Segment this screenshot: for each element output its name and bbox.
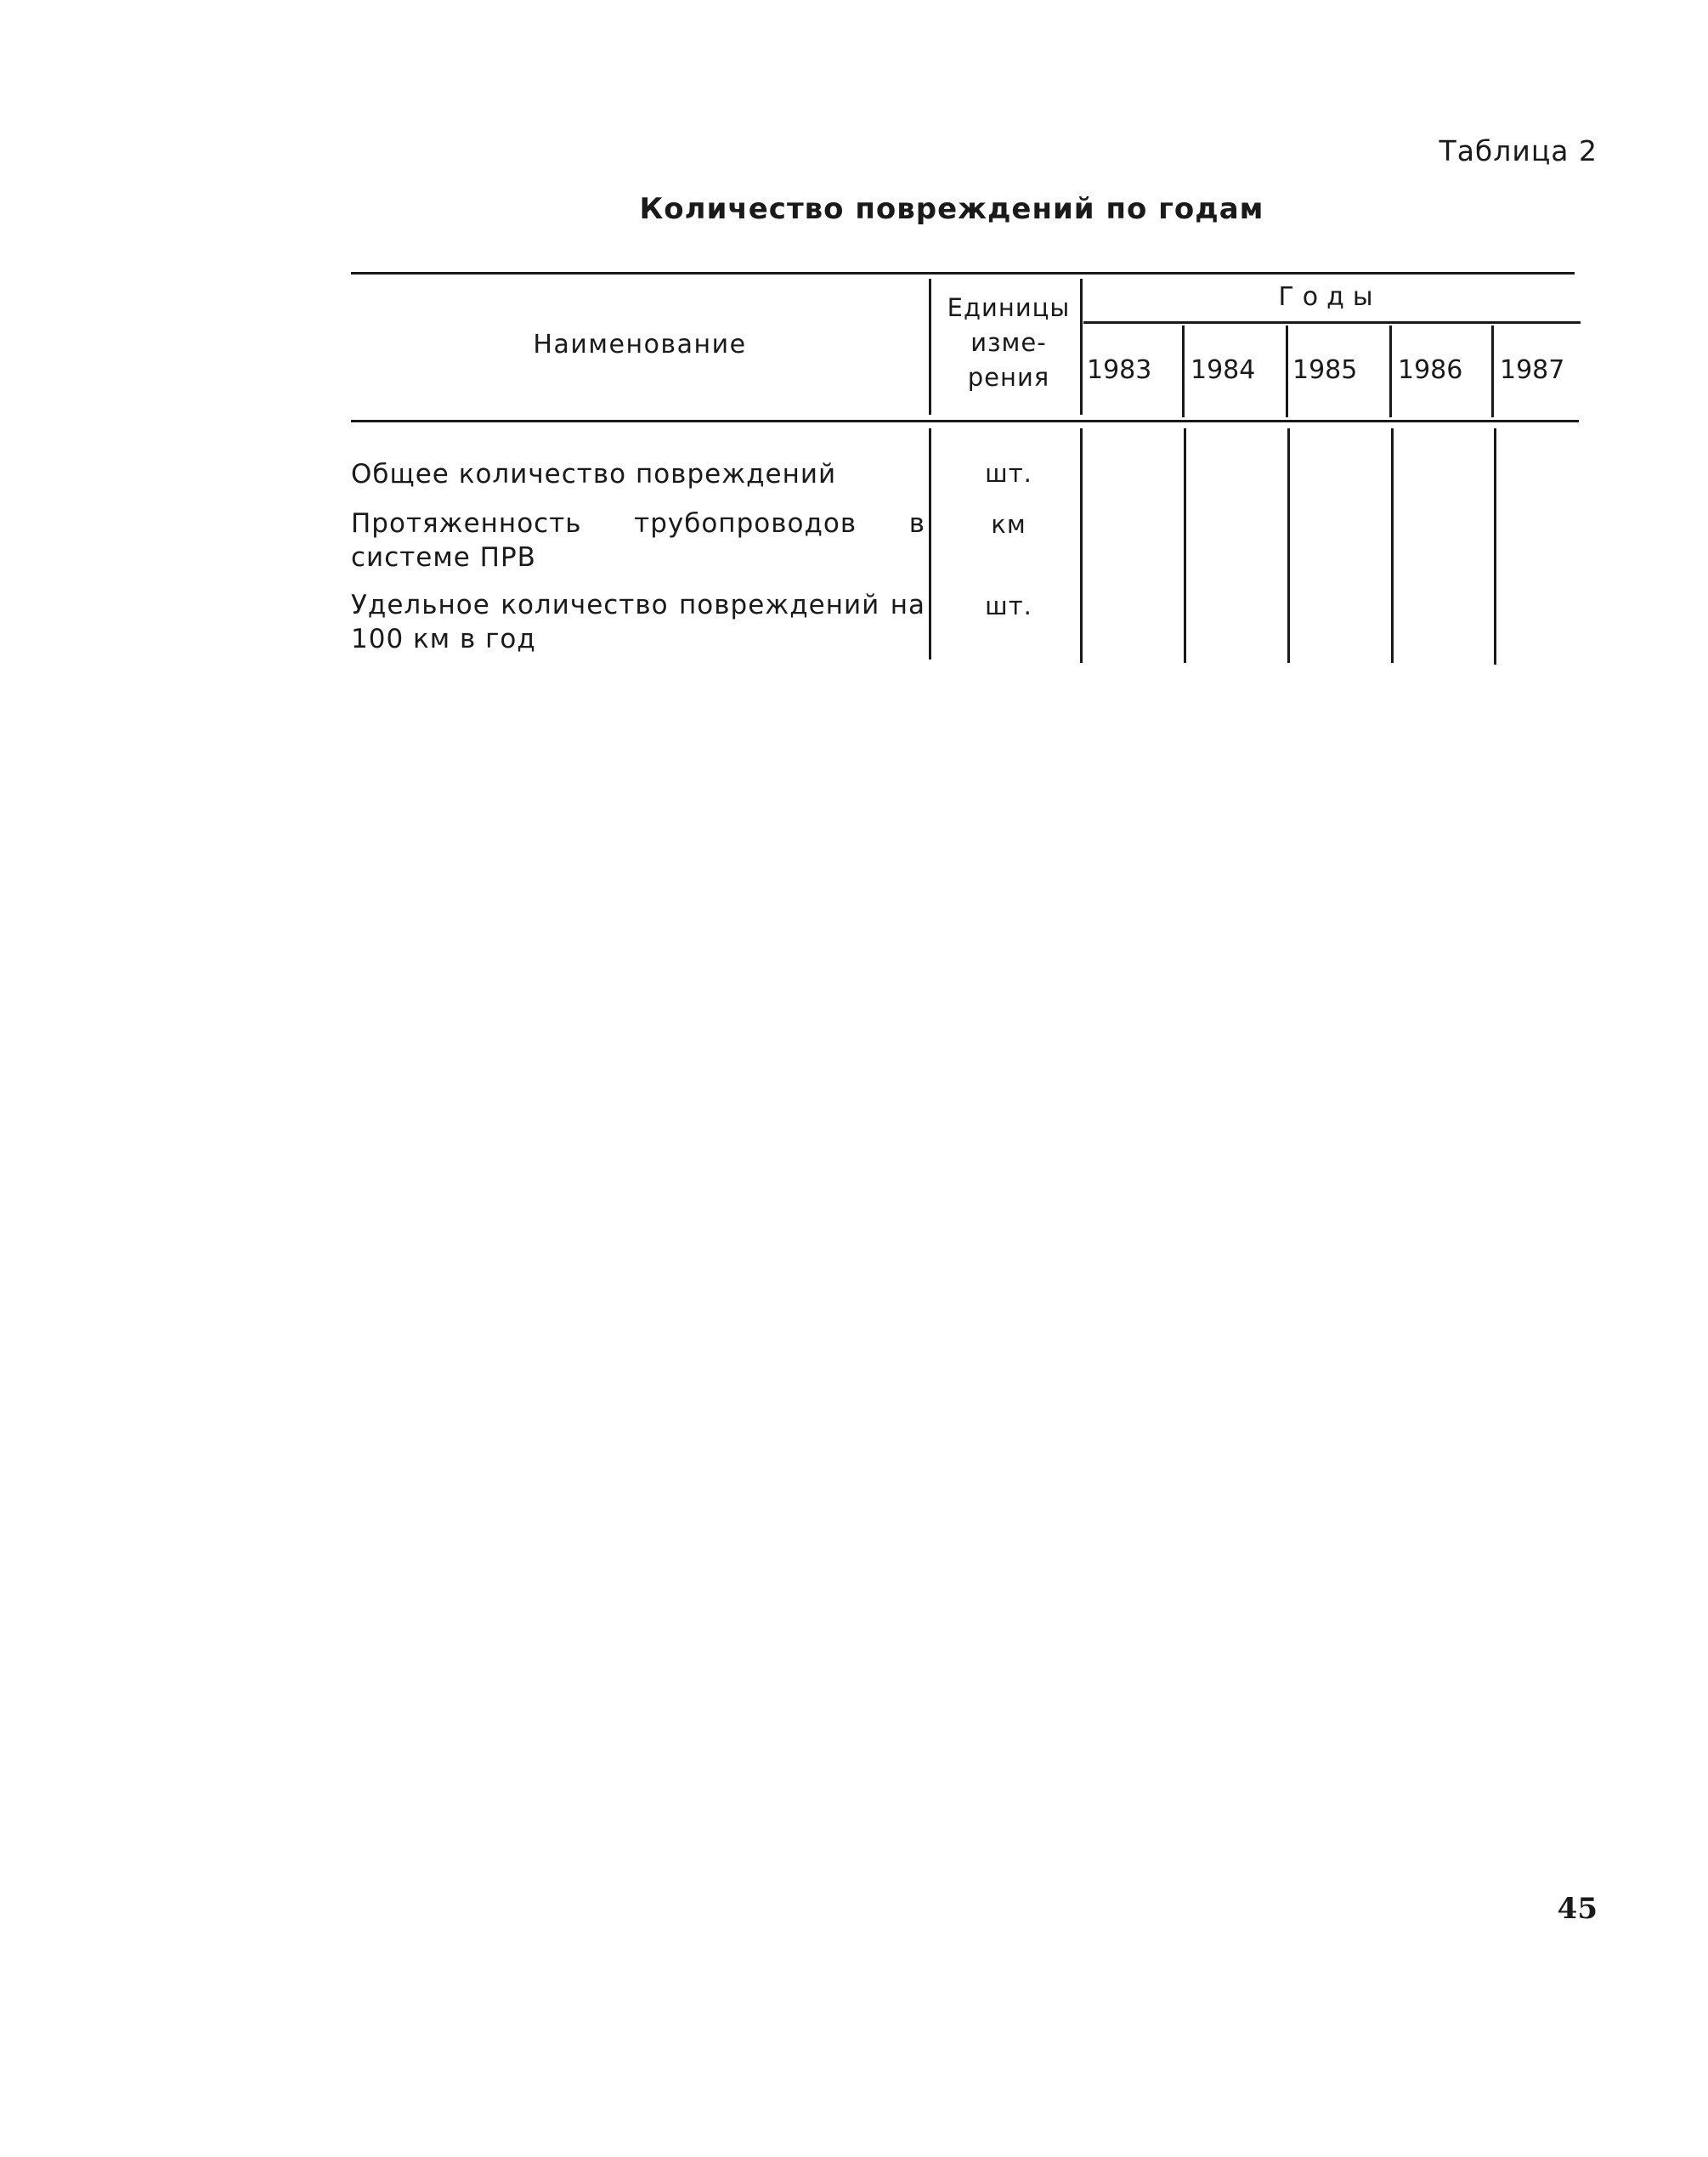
header-year: 1984 (1191, 355, 1256, 385)
row-unit: шт. (985, 592, 1032, 620)
header-divider-1986 (1389, 326, 1392, 417)
table-top-rule (351, 272, 1575, 275)
header-unit-line2: изме- (970, 328, 1047, 357)
body-divider-1984 (1184, 428, 1186, 663)
header-years-group: Годы (1278, 282, 1382, 312)
header-year: 1986 (1398, 355, 1463, 385)
body-divider-1987 (1494, 428, 1496, 665)
header-divider-1985 (1286, 326, 1288, 417)
body-divider-1985 (1287, 428, 1290, 663)
row-unit: шт. (985, 459, 1032, 488)
table-title: Количество повреждений по годам (639, 192, 1264, 226)
row-unit: км (991, 510, 1026, 539)
header-unit-line3: рения (967, 363, 1050, 392)
row-name: Протяженность трубопроводов в системе ПРВ (351, 508, 925, 573)
years-group-rule (1083, 321, 1581, 324)
header-divider-name (929, 279, 931, 415)
header-name: Наименование (533, 330, 747, 360)
body-divider-unit (1080, 428, 1083, 663)
header-divider-1987 (1491, 326, 1494, 417)
header-unit-line1: Единицы (947, 293, 1071, 322)
header-unit (937, 291, 1080, 395)
header-year: 1983 (1087, 355, 1152, 385)
row-name: Общее количество повреждений (351, 459, 837, 490)
header-year: 1987 (1500, 355, 1565, 385)
body-divider-1986 (1391, 428, 1394, 663)
header-year: 1985 (1292, 355, 1358, 385)
header-bottom-rule (351, 420, 1579, 422)
damage-table (351, 270, 1579, 670)
header-divider-unit (1080, 279, 1083, 415)
body-divider-name (929, 428, 931, 660)
table-label: Таблица 2 (1439, 134, 1598, 167)
row-name: Удельное количество повреждений на 100 км в год (351, 590, 925, 654)
page-number: 45 (1557, 1892, 1598, 1926)
header-divider-1984 (1182, 326, 1185, 417)
